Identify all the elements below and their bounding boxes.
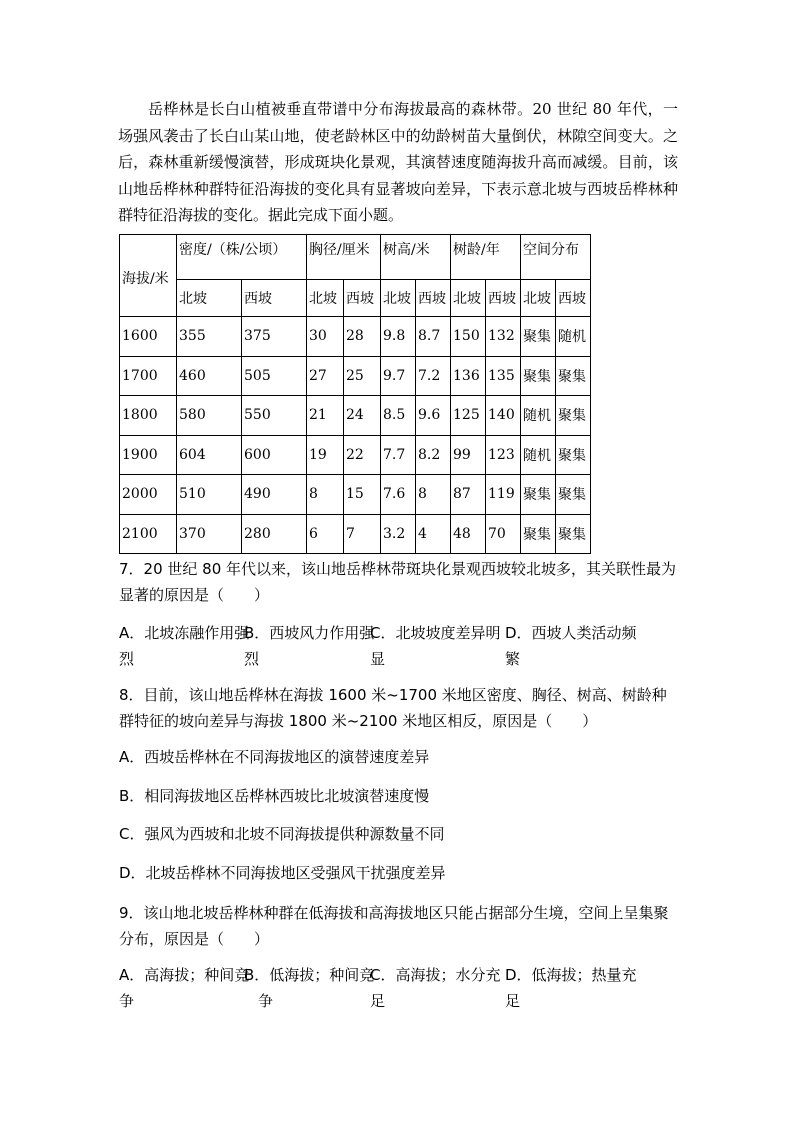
table-cell: 8.7 [416, 317, 451, 357]
option-c[interactable]: C．强风为西坡和北坡不同海拔提供种源数量不同 [119, 825, 445, 843]
table-subheader-row [120, 280, 591, 317]
question-7-stem: 7．20 世纪 80 年代以来，该山地岳桦林带斑块化景观西坡较北坡多，其关联性最为显著的原因是（ ） [119, 560, 677, 604]
table-cell: 3.2 [381, 514, 416, 554]
option-b[interactable] [244, 620, 375, 668]
table-cell: 8 [307, 475, 344, 515]
option-d[interactable] [505, 620, 637, 668]
table-cell: 随机 [556, 317, 591, 357]
table-cell: 8.2 [416, 435, 451, 475]
option-c-text: C．北坡坡度差异明 [370, 624, 501, 642]
table-cell: 9.6 [416, 396, 451, 436]
table-cell: 510 [177, 475, 242, 515]
table-cell: 聚集 [521, 475, 556, 515]
table-cell: 140 [486, 396, 521, 436]
header-age: 树龄/年 [451, 235, 521, 280]
sub-header: 西坡 [242, 280, 307, 317]
intro-text: 岳桦林是长白山植被垂直带谱中分布海拔最高的森林带。20 世纪 80 年代，一场强风袭击了长白山某山地，使老龄林区中的幼龄树苗大量倒伏，林隙空间变大。之后，森林重新缓慢演替，形成斑块化景观，其演替速度随海拔升高而减缓。目前，该山地岳桦林种群特征沿海拔的变化具有显著坡向差异，下表示意北坡与西坡岳桦林种群特征沿海拔的变化。据此完成下面小题。 [118, 100, 678, 224]
sub-header: 北坡 [307, 280, 344, 317]
table-cell: 1700 [120, 356, 177, 396]
table-row [120, 396, 591, 436]
table-cell: 19 [307, 435, 344, 475]
option-a-wrap: 争 [119, 992, 135, 1010]
table-cell: 99 [451, 435, 486, 475]
table-row [120, 514, 591, 554]
table-cell: 604 [177, 435, 242, 475]
table-cell: 聚集 [556, 514, 591, 554]
table-cell: 1800 [120, 396, 177, 436]
table-cell: 150 [451, 317, 486, 357]
table-cell: 15 [344, 475, 381, 515]
table-cell: 7.6 [381, 475, 416, 515]
option-a[interactable]: A．西坡岳桦林在不同海拔地区的演替速度差异 [119, 748, 430, 766]
table-row [120, 435, 591, 475]
option-d[interactable] [505, 962, 637, 1010]
table-cell: 6 [307, 514, 344, 554]
table-cell: 9.8 [381, 317, 416, 357]
sub-header: 北坡 [451, 280, 486, 317]
table-cell: 123 [486, 435, 521, 475]
option-a-text: A．高海拔；种间竞 [119, 966, 250, 984]
sub-header: 北坡 [521, 280, 556, 317]
option-d-wrap: 繁 [505, 650, 521, 668]
table-cell: 聚集 [521, 514, 556, 554]
table-cell: 87 [451, 475, 486, 515]
table-cell: 135 [486, 356, 521, 396]
table-cell: 9.7 [381, 356, 416, 396]
option-b[interactable] [244, 962, 375, 1010]
table-cell: 119 [486, 475, 521, 515]
question-9-stem: 9．该山地北坡岳桦林种群在低海拔和高海拔地区只能占据部分生境，空间上呈集聚分布，原因是（ ） [119, 904, 669, 948]
table-cell: 7 [344, 514, 381, 554]
option-c-wrap: 足 [370, 992, 386, 1010]
header-altitude: 海拔/米 [120, 235, 177, 317]
sub-header: 西坡 [416, 280, 451, 317]
header-density: 密度/（株/公顷） [177, 235, 307, 280]
table-cell: 7.7 [381, 435, 416, 475]
table-cell: 聚集 [556, 475, 591, 515]
sub-header: 西坡 [556, 280, 591, 317]
table-cell: 8 [416, 475, 451, 515]
table-cell: 490 [242, 475, 307, 515]
forest-data-table [119, 234, 591, 554]
table-cell: 4 [416, 514, 451, 554]
option-c[interactable] [370, 962, 501, 1010]
intro-paragraph [118, 96, 678, 229]
option-b-text: B．西坡风力作用强 [244, 624, 375, 642]
sub-header: 北坡 [381, 280, 416, 317]
table-cell: 550 [242, 396, 307, 436]
table-cell: 355 [177, 317, 242, 357]
table-cell: 随机 [521, 396, 556, 436]
table-cell: 505 [242, 356, 307, 396]
sub-header: 西坡 [344, 280, 381, 317]
question-8-stem: 8．目前，该山地岳桦林在海拔 1600 米~1700 米地区密度、胸径、树高、树龄种群特征的坡向差异与海拔 1800 米~2100 米地区相反，原因是（ ） [119, 686, 667, 730]
sub-header: 西坡 [486, 280, 521, 317]
option-b-text: B．低海拔；种间竞 [244, 966, 375, 984]
option-b-wrap: 争 [258, 992, 274, 1010]
table-row [120, 317, 591, 357]
option-a[interactable] [119, 962, 250, 1010]
table-cell: 48 [451, 514, 486, 554]
table-cell: 21 [307, 396, 344, 436]
option-a-text: A．北坡冻融作用强 [119, 624, 250, 642]
table-cell: 聚集 [521, 356, 556, 396]
table-cell: 7.2 [416, 356, 451, 396]
table-cell: 600 [242, 435, 307, 475]
table-cell: 460 [177, 356, 242, 396]
option-c-wrap: 显 [370, 650, 386, 668]
table-cell: 聚集 [521, 317, 556, 357]
table-cell: 24 [344, 396, 381, 436]
table-cell: 280 [242, 514, 307, 554]
table-cell: 70 [486, 514, 521, 554]
table-cell: 580 [177, 396, 242, 436]
question-7 [119, 556, 679, 608]
table-cell: 聚集 [556, 356, 591, 396]
table-cell: 2100 [120, 514, 177, 554]
table-cell: 136 [451, 356, 486, 396]
option-b-wrap: 烈 [244, 650, 260, 668]
table-cell: 370 [177, 514, 242, 554]
table-cell: 125 [451, 396, 486, 436]
table-cell: 22 [344, 435, 381, 475]
option-a-wrap: 烈 [119, 650, 135, 668]
header-dbh: 胸径/厘米 [307, 235, 381, 280]
table-cell: 27 [307, 356, 344, 396]
header-height: 树高/米 [381, 235, 451, 280]
option-d[interactable]: D．北坡岳桦林不同海拔地区受强风干扰强度差异 [119, 864, 446, 882]
question-8 [119, 682, 679, 734]
option-c-text: C．高海拔；水分充 [370, 966, 501, 984]
table-cell: 随机 [521, 435, 556, 475]
table-cell: 25 [344, 356, 381, 396]
header-distribution: 空间分布 [521, 235, 591, 280]
option-c[interactable] [370, 620, 501, 668]
table-header-row [120, 235, 591, 280]
question-9 [119, 900, 679, 952]
table-cell: 28 [344, 317, 381, 357]
table-cell: 1900 [120, 435, 177, 475]
option-a[interactable] [119, 620, 250, 668]
table-cell: 聚集 [556, 396, 591, 436]
option-b[interactable]: B．相同海拔地区岳桦林西坡比北坡演替速度慢 [119, 787, 430, 805]
table-cell: 1600 [120, 317, 177, 357]
option-d-text: D．西坡人类活动频 [505, 624, 637, 642]
table-cell: 8.5 [381, 396, 416, 436]
table-row [120, 356, 591, 396]
table-cell: 132 [486, 317, 521, 357]
option-d-wrap: 足 [505, 992, 521, 1010]
table-cell: 聚集 [556, 435, 591, 475]
table-cell: 2000 [120, 475, 177, 515]
option-d-text: D．低海拔；热量充 [505, 966, 637, 984]
table-cell: 375 [242, 317, 307, 357]
sub-header: 北坡 [177, 280, 242, 317]
table-row [120, 475, 591, 515]
table-cell: 30 [307, 317, 344, 357]
